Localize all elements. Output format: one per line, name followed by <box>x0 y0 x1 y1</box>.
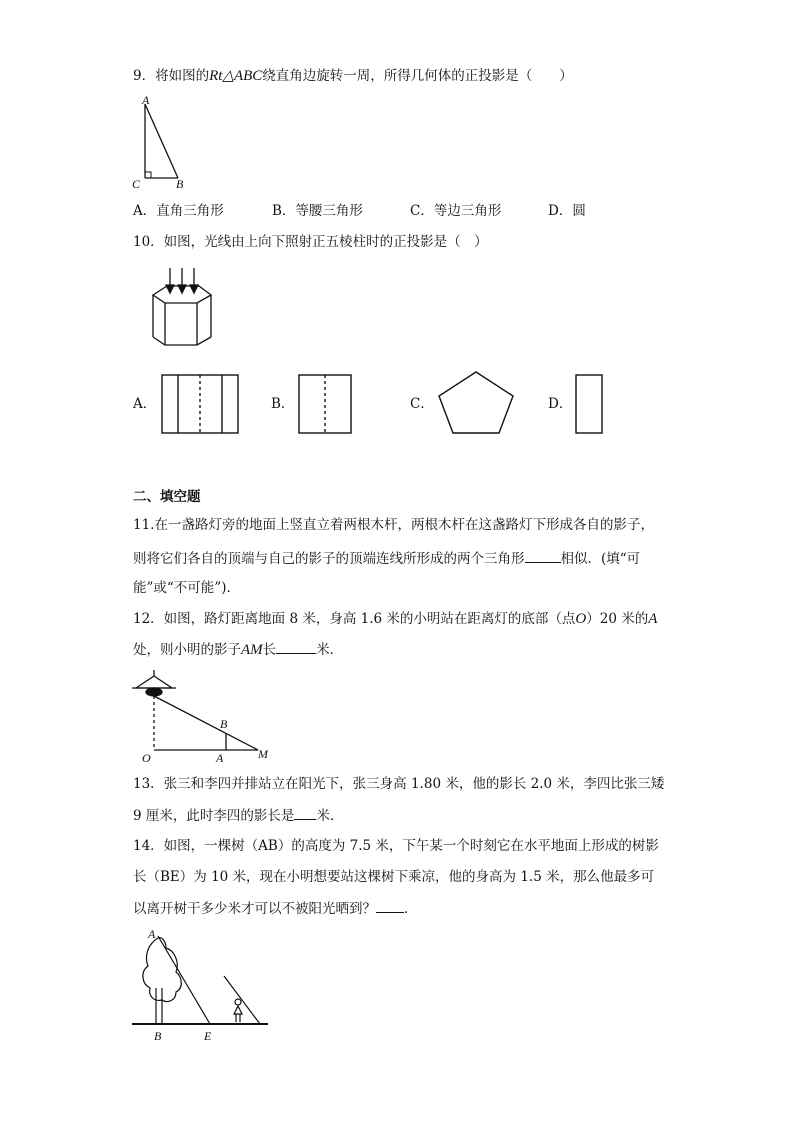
q9-option-b[interactable]: B．等腰三角形 <box>272 203 363 219</box>
q11-line1: 11.在一盏路灯旁的地面上竖直立着两根木杆，两根木杆在这盏路灯下形成各自的影子， <box>133 517 654 533</box>
q9-stem <box>133 66 573 86</box>
q14-line3-a: 以离开树干多少米才可以不被阳光晒到？ <box>133 901 376 917</box>
q9-triangle-figure <box>130 92 200 192</box>
q14-answer-blank[interactable] <box>376 898 404 913</box>
q9-option-d[interactable]: D．圆 <box>548 203 586 219</box>
section-fill-in-title: 二、填空题 <box>133 489 201 505</box>
q12-answer-blank[interactable] <box>276 639 316 654</box>
q12-point-a: A <box>648 611 658 627</box>
q12-line2-a: 处，则小明的影子 <box>133 642 241 658</box>
q12-line2 <box>133 639 343 660</box>
q14-line2: 长（BE）为 10 米，现在小明想要站这棵树下乘凉，他的身高为 1.5 米，那么他最多可 <box>133 869 655 885</box>
q12-line1 <box>133 609 657 629</box>
q12-point-o: O <box>575 611 587 627</box>
q11-line2-b: 相似．(填“可 <box>560 551 641 567</box>
q11-line3: 能”或“不可能”)． <box>133 580 240 596</box>
q14-line3-b: ． <box>404 901 418 917</box>
q14-label-e: E <box>204 1029 212 1043</box>
q9-label-a: A <box>142 93 150 107</box>
q12-line2-c: 米． <box>316 642 344 658</box>
q11-line2 <box>133 548 640 569</box>
q14-line3 <box>133 898 418 919</box>
q12-seg-am: AM <box>241 642 263 658</box>
q9-option-a[interactable]: A．直角三角形 <box>133 203 224 219</box>
q9-text-prefix: 9．将如图的 <box>133 68 210 84</box>
q12-label-m: M <box>258 747 268 761</box>
q11-answer-blank[interactable] <box>525 548 561 563</box>
q12-line1-b: ）20 米的 <box>586 611 649 627</box>
q12-line1-a: 12．如图，路灯距离地面 8 米，身高 1.6 米的小明站在距离灯的底部（点 <box>133 611 576 627</box>
q10-option-c-label[interactable]: C． <box>410 396 434 412</box>
q13-line2-b: 米． <box>316 808 344 824</box>
q12-streetlight-figure <box>130 668 280 763</box>
q10-option-a-label[interactable]: A． <box>133 396 157 412</box>
q10-option-b-figure[interactable] <box>297 373 355 435</box>
q13-line2 <box>133 805 343 826</box>
q12-label-o: O <box>142 751 151 765</box>
q14-line1: 14．如图，一棵树（AB）的高度为 7.5 米，下午某一个时刻它在水平地面上形成的树影 <box>133 838 659 854</box>
q10-stem: 10．如图，光线由上向下照射正五棱柱时的正投影是（ ） <box>133 234 488 250</box>
q10-option-b-label[interactable]: B． <box>271 396 295 412</box>
q10-option-c-figure[interactable] <box>435 370 517 436</box>
q10-option-d-label[interactable]: D． <box>548 396 573 412</box>
q9-label-c: C <box>132 177 141 191</box>
q10-prism-figure <box>145 265 225 350</box>
q9-option-c[interactable]: C．等边三角形 <box>410 203 502 219</box>
q12-label-b: B <box>220 717 228 731</box>
q14-label-b: B <box>154 1029 162 1043</box>
q12-label-a: A <box>216 751 224 765</box>
q9-label-b: B <box>176 177 184 191</box>
q14-tree-figure <box>130 928 270 1048</box>
q13-line2-a: 9 厘米，此时李四的影长是 <box>133 808 295 824</box>
q11-line2-a: 则将它们各自的顶端与自己的影子的顶端连线所形成的两个三角形 <box>133 551 525 567</box>
q14-label-a: A <box>148 927 156 941</box>
q9-triangle-name: Rt△ABC <box>209 68 263 84</box>
q10-option-d-figure[interactable] <box>574 373 606 435</box>
q10-option-a-figure[interactable] <box>160 373 242 435</box>
q12-line2-b: 长 <box>262 642 277 658</box>
q9-text-suffix: 绕直角边旋转一周，所得几何体的正投影是（ ） <box>262 68 573 84</box>
q13-line1: 13．张三和李四并排站立在阳光下，张三身高 1.80 米，他的影长 2.0 米，李四比张三矮 <box>133 776 665 792</box>
q13-answer-blank[interactable] <box>294 805 316 820</box>
